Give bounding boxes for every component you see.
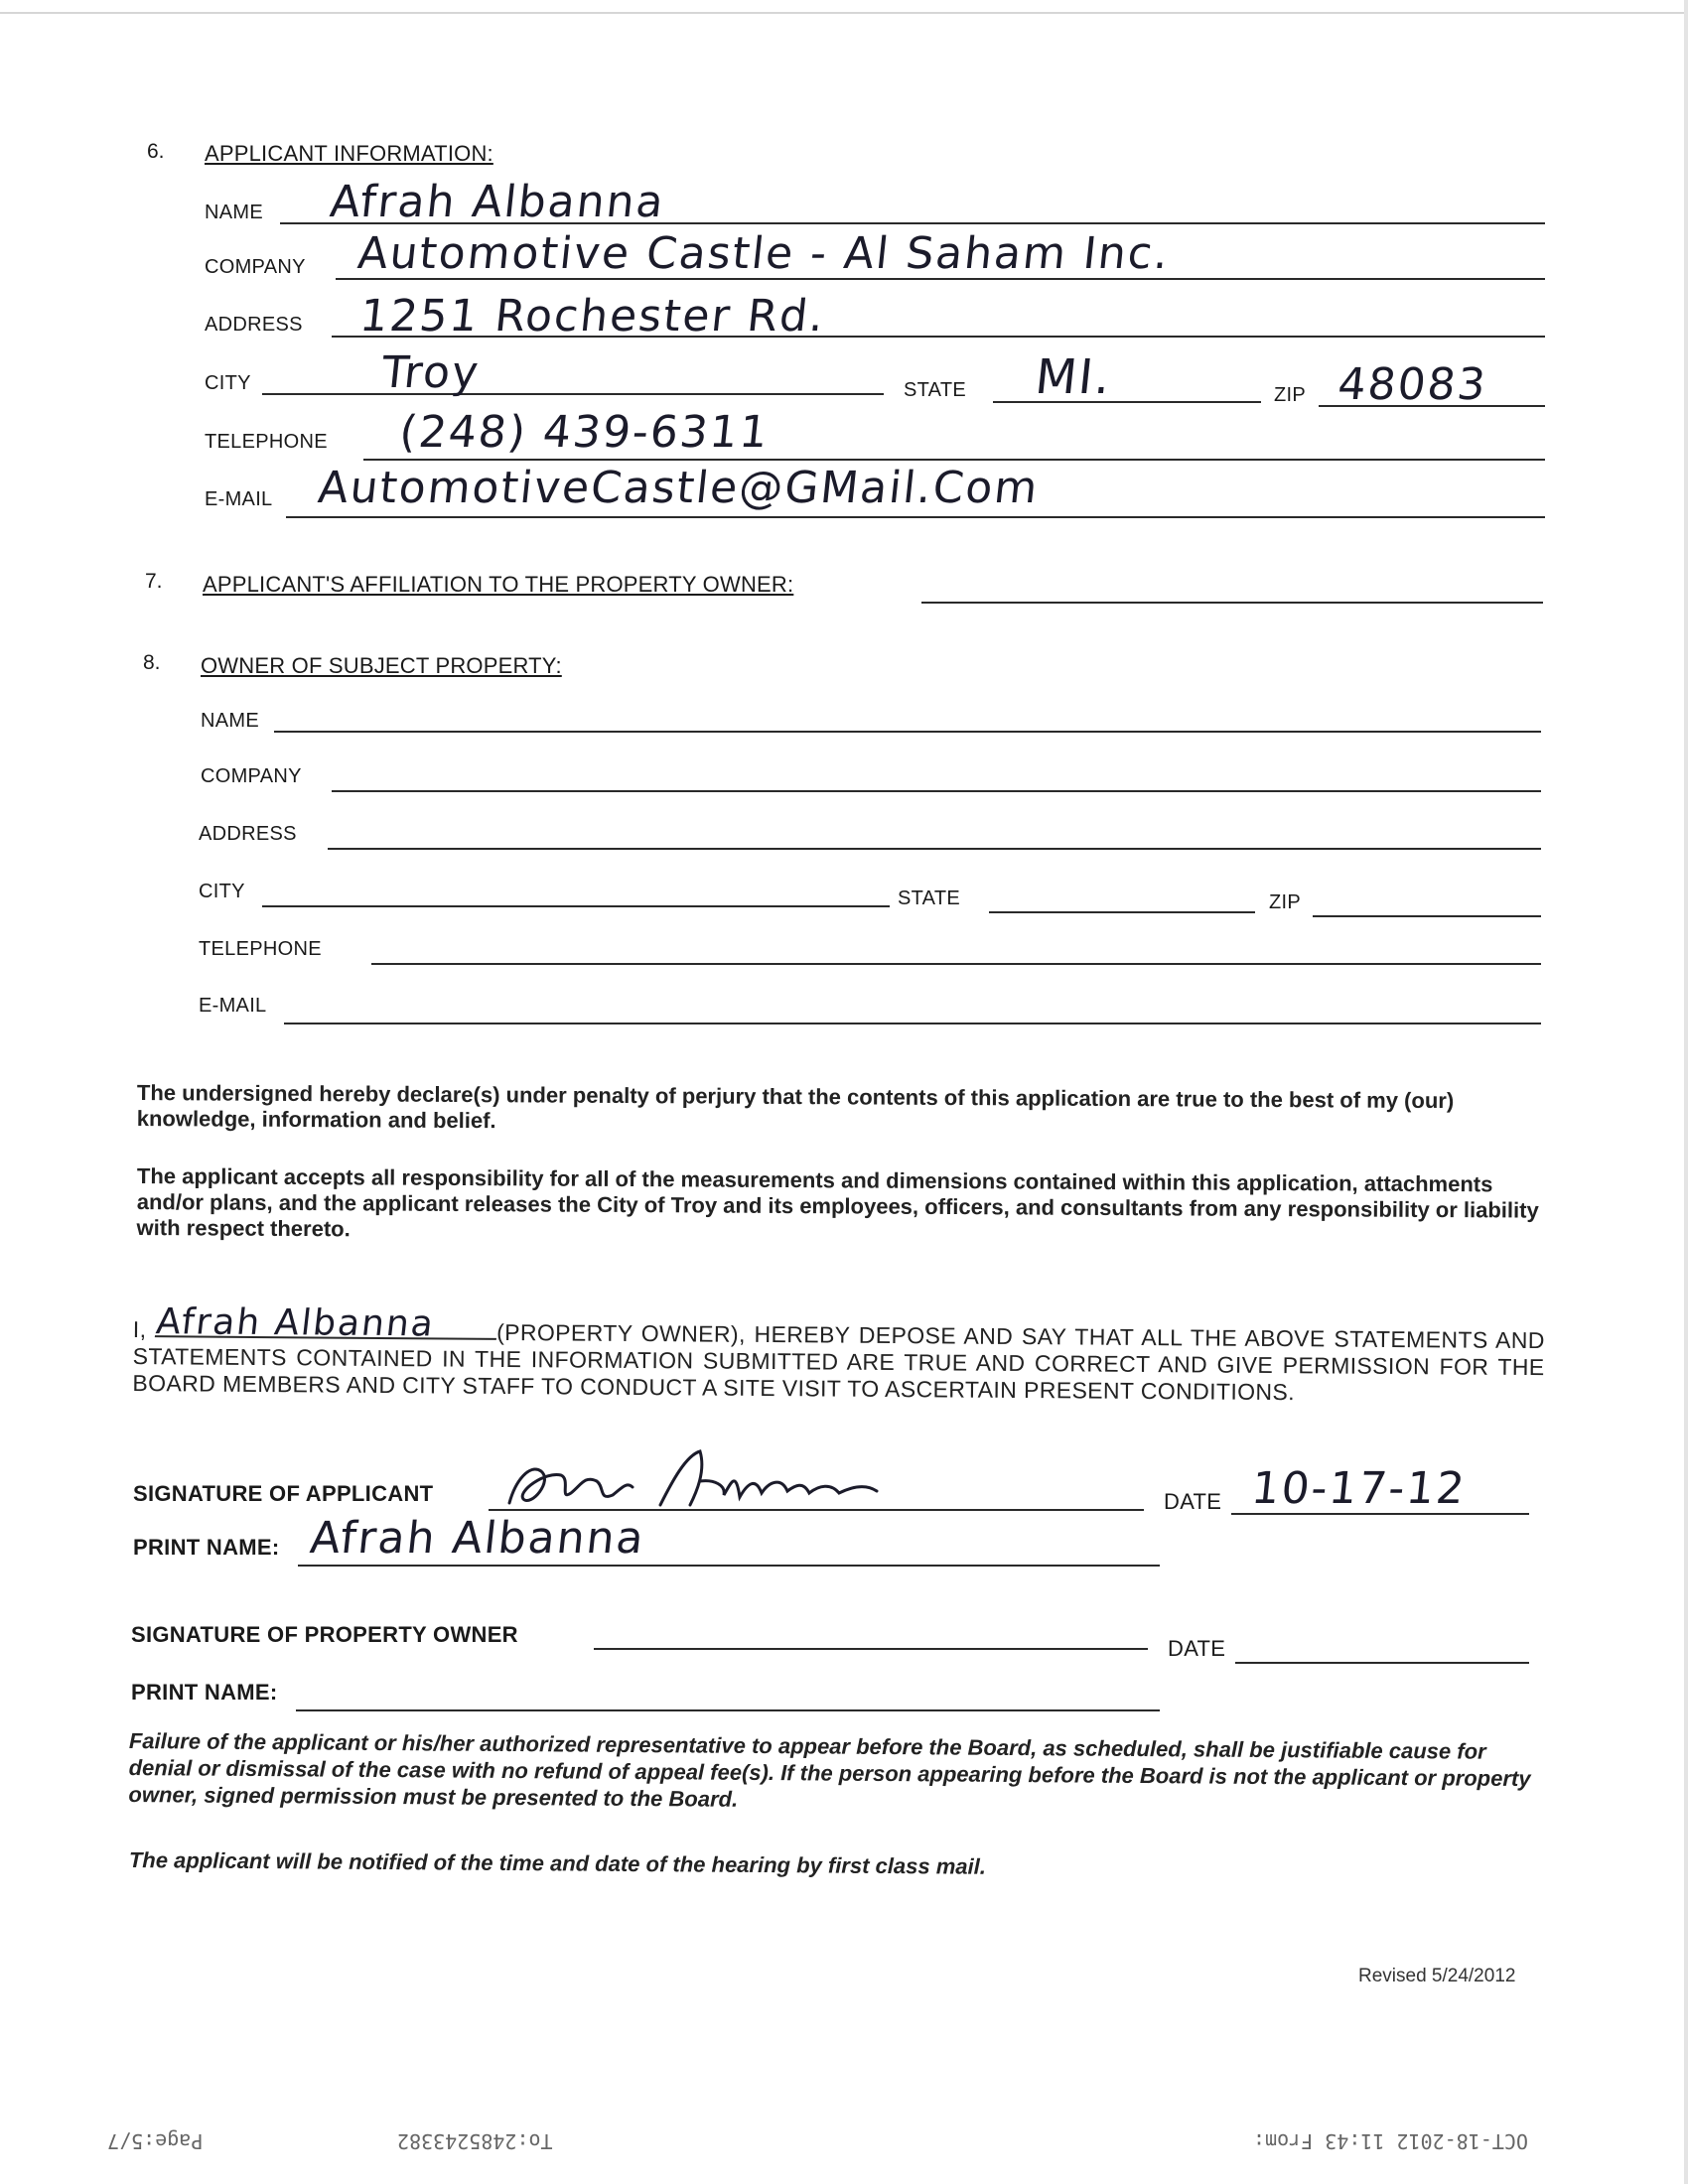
owner-print-name-label: PRINT NAME: [131,1680,278,1705]
signature-owner-line[interactable] [594,1648,1148,1650]
signature-owner-label: SIGNATURE OF PROPERTY OWNER [131,1622,518,1647]
section-7-number: 7. [145,570,163,593]
deposition-prefix: I, [132,1315,147,1343]
applicant-city-value[interactable]: Troy [379,347,483,398]
scan-right-edge [1684,0,1688,2184]
applicant-address-value[interactable]: 1251 Rochester Rd. [357,291,828,341]
owner-name-line[interactable] [274,731,1541,733]
applicant-email-label: E-MAIL [205,488,273,510]
fax-from-timestamp: OCT-18-2012 11:43 From: [1253,2129,1528,2153]
owner-print-name-line[interactable] [296,1709,1160,1711]
section-8-number: 8. [143,651,161,674]
signature-owner-date-line[interactable] [1235,1662,1529,1664]
applicant-print-name-label: PRINT NAME: [133,1535,280,1560]
owner-telephone-line[interactable] [371,963,1541,965]
owner-city-label: CITY [199,881,245,902]
applicant-print-name-value[interactable]: Afrah Albanna [308,1513,648,1564]
owner-city-line[interactable] [262,905,890,907]
applicant-telephone-label: TELEPHONE [205,431,328,453]
scan-top-edge [0,12,1688,14]
signature-applicant-date-value[interactable]: 10-17-12 [1249,1463,1470,1514]
section-6-heading: APPLICANT INFORMATION: [205,141,493,166]
applicant-company-value[interactable]: Automotive Castle - Al Saham Inc. [355,228,1173,279]
applicant-zip-value[interactable]: 48083 [1336,359,1490,410]
hearing-notification-note: The applicant will be notified of the time and date of the hearing by first class mail. [128,1847,986,1879]
applicant-company-label: COMPANY [205,256,306,278]
signature-applicant-label: SIGNATURE OF APPLICANT [133,1481,434,1506]
applicant-state-label: STATE [904,379,966,401]
fax-to-number: To:2485243382 [397,2129,553,2153]
revised-date: Revised 5/24/2012 [1358,1966,1516,1986]
applicant-name-value[interactable]: Afrah Albanna [328,177,668,227]
applicant-telephone-line [363,459,1545,461]
owner-email-line[interactable] [284,1023,1541,1024]
owner-telephone-label: TELEPHONE [199,938,322,960]
applicant-name-label: NAME [205,202,263,223]
applicant-city-line [262,393,884,395]
signature-owner-date-label: DATE [1168,1636,1226,1661]
section-8-heading: OWNER OF SUBJECT PROPERTY: [201,653,562,678]
owner-company-line[interactable] [332,790,1541,792]
applicant-zip-label: ZIP [1274,384,1307,406]
responsibility-statement: The applicant accepts all responsibility for all of the measurements and dimensions contained within this application, attachments and/or plans, and the applicant releases the City of Troy and its employees, officers, and consultants from any responsibility or liability with respect thereto. [136,1163,1539,1242]
signature-applicant-date-label: DATE [1164,1489,1222,1514]
applicant-signature-scribble [501,1441,938,1519]
owner-address-label: ADDRESS [199,823,297,845]
owner-zip-line[interactable] [1313,915,1541,917]
deposition-text: (PROPERTY OWNER), HEREBY DEPOSE AND SAY THAT ALL THE ABOVE STATEMENTS AND STATEMENTS CONTAINED IN THE INFORMATION SUBMITTED ARE TRUE AND CORRECT AND GIVE PERMISSION FOR THE BOARD MEMBERS AND CITY STAFF TO CONDUCT A SITE VISIT TO ASCERTAIN PRESENT CONDITIONS. [132,1318,1545,1406]
owner-address-line[interactable] [328,848,1541,850]
fax-page-number: Page:5/7 [107,2129,204,2153]
applicant-email-line [286,516,1545,518]
applicant-email-value[interactable]: AutomotiveCastle@GMail.Com [316,463,1043,513]
deposition-statement [132,1301,1545,1408]
deposition-name-value[interactable]: Afrah Albanna [155,1308,499,1340]
owner-state-label: STATE [898,887,960,909]
applicant-address-label: ADDRESS [205,314,303,336]
owner-zip-label: ZIP [1269,891,1302,913]
owner-name-label: NAME [201,710,259,732]
owner-state-line[interactable] [989,911,1255,913]
applicant-state-value[interactable]: MI. [1033,349,1115,405]
owner-company-label: COMPANY [201,765,302,787]
owner-email-label: E-MAIL [199,995,267,1017]
perjury-declaration: The undersigned hereby declare(s) under penalty of perjury that the contents of this application are true to the best of my (our) knowledge, information and belief. [136,1080,1455,1134]
applicant-print-name-line[interactable] [298,1565,1160,1567]
applicant-telephone-value[interactable]: (248) 439-6311 [397,407,773,458]
section-6-number: 6. [147,140,165,163]
failure-to-appear-note: Failure of the applicant or his/her authorized representative to appear before the Board, as scheduled, shall be justifiable cause for denial or dismissal of the case with no refund of appeal fee(s). If the person appearing before the Board is not the applicant or property owner, signed permission must be presented to the Board. [128,1728,1531,1812]
section-7-heading: APPLICANT'S AFFILIATION TO THE PROPERTY OWNER: [203,572,794,597]
applicant-city-label: CITY [205,372,251,394]
affiliation-line[interactable] [921,602,1543,604]
